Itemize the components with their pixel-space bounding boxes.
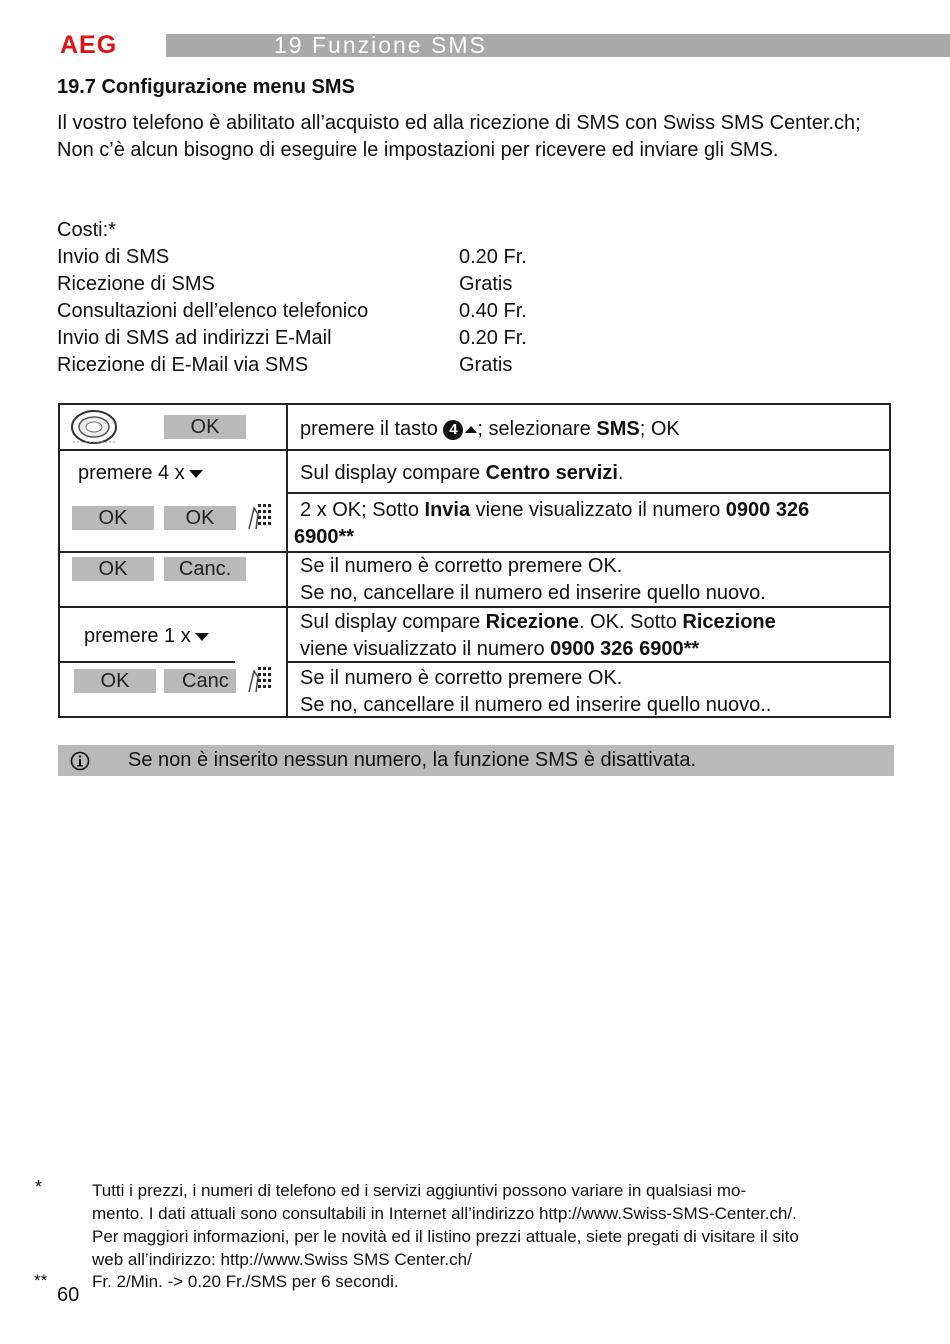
step-bold-text: Invia	[424, 499, 471, 521]
info-icon	[70, 751, 90, 771]
cost-list	[57, 217, 527, 379]
step-4-line-1: Se il numero è corretto premere OK.	[300, 555, 623, 577]
step-6-line-1: Se il numero è corretto premere OK.	[300, 667, 623, 689]
step-2-text	[300, 460, 623, 487]
step-5-line-1	[300, 609, 776, 636]
cost-price: 0.20 Fr.	[459, 327, 527, 349]
step-text: viene visualizzato il numero	[300, 638, 551, 660]
step-bold-text: Ricezione	[682, 611, 776, 633]
footnote-1-line: Per maggiori informazioni, per le novità ed il listino prezzi attuale, siete pregati di visitare il sito	[92, 1227, 799, 1246]
step-text: ; selezionare	[477, 418, 597, 440]
cost-label: Invio di SMS	[57, 246, 170, 268]
cost-row	[57, 271, 513, 298]
step-2-left	[78, 460, 203, 487]
intro-paragraph: Il vostro telefono è abilitato all’acquisto ed alla ricezione di SMS con Swiss SMS Center.ch; Non c’è alcun bisogno di eseguire le impostazioni per ricevere ed inviare gli SMS.	[57, 112, 861, 161]
section-title: 19.7 Configurazione menu SMS	[57, 76, 355, 98]
row-divider	[60, 661, 235, 663]
cost-price: 0.20 Fr.	[459, 246, 527, 268]
info-note-text: Se non è inserito nessun numero, la funzione SMS è disattivata.	[128, 749, 697, 771]
ok-key[interactable]: OK	[72, 557, 154, 581]
cancel-key[interactable]: Canc.	[164, 557, 246, 581]
cost-label: Consultazioni dell’elenco telefonico	[57, 300, 369, 322]
ok-key[interactable]: OK	[74, 669, 156, 693]
down-arrow-icon	[189, 470, 203, 478]
down-arrow-icon	[195, 633, 209, 641]
cost-row	[57, 325, 527, 352]
page-number: 60	[57, 1284, 80, 1306]
up-arrow-icon	[465, 426, 477, 433]
step-text: . OK. Sotto	[579, 611, 683, 633]
brand-logo: AEG	[60, 31, 118, 59]
step-text: 2 x OK; Sotto	[300, 499, 425, 521]
footnote-2-mark: **	[34, 1271, 48, 1290]
step-text: Sul display compare	[300, 611, 486, 633]
step-5-line-2	[300, 636, 699, 663]
step-bold-text: Ricezione	[485, 611, 580, 633]
step-bold-text: Centro servizi	[485, 462, 618, 484]
press-count-text: premere 1 x	[84, 625, 191, 647]
step-text: Sul display compare	[300, 462, 486, 484]
row-divider	[286, 492, 889, 494]
ok-key[interactable]: OK	[164, 506, 236, 530]
key-4-icon: 4	[443, 420, 463, 440]
column-divider	[286, 405, 288, 716]
footnote-1-line: mento. I dati attuali sono consultabili in Internet all’indirizzo http://www.Swiss-SMS-Center.ch/.	[92, 1204, 797, 1223]
navigation-key-icon	[70, 409, 118, 445]
cost-label: Ricezione di E-Mail via SMS	[57, 354, 309, 376]
cost-price: Gratis	[459, 273, 513, 295]
footnote-2-text: Fr. 2/Min. -> 0.20 Fr./SMS per 6 secondi.	[92, 1272, 399, 1291]
row-divider	[60, 449, 889, 451]
cost-price: 0.40 Fr.	[459, 300, 527, 322]
steps-table	[58, 403, 891, 718]
step-1-text	[300, 416, 680, 443]
step-bold-text: 0900 326	[725, 499, 810, 521]
step-6-line-2: Se no, cancellare il numero ed inserire quello nuovo..	[300, 694, 772, 716]
step-bold-text: 6900**	[294, 526, 355, 548]
step-text: viene visualizzato il numero	[470, 499, 726, 521]
step-4-line-2: Se no, cancellare il numero ed inserire quello nuovo.	[300, 582, 766, 604]
cost-price: Gratis	[459, 354, 513, 376]
cancel-key[interactable]: Canc	[164, 669, 236, 693]
step-bold-text: SMS	[596, 418, 640, 440]
press-count-text: premere 4 x	[78, 462, 185, 484]
step-text: .	[617, 462, 624, 484]
step-3-line-1	[300, 497, 809, 524]
step-text: premere il tasto	[300, 418, 444, 440]
cost-row	[57, 352, 513, 379]
step-bold-text: 0900 326 6900**	[550, 638, 700, 660]
step-5-left	[84, 623, 209, 650]
footnote-1-line: web all’indirizzo: http://www.Swiss SMS Center.ch/	[92, 1250, 472, 1269]
keypad-icon	[246, 502, 274, 532]
ok-key[interactable]: OK	[164, 415, 246, 439]
cost-heading: Costi:*	[57, 219, 116, 241]
step-3-line-2	[294, 524, 354, 551]
ok-key[interactable]: OK	[72, 506, 154, 530]
cost-label: Invio di SMS ad indirizzi E-Mail	[57, 327, 332, 349]
chapter-title: 19 Funzione SMS	[274, 32, 487, 58]
step-text: ; OK	[639, 418, 680, 440]
keypad-icon	[246, 665, 274, 695]
cost-row	[57, 244, 527, 271]
cost-row	[57, 298, 527, 325]
footnote-1-line: Tutti i prezzi, i numeri di telefono ed i servizi aggiuntivi possono variare in qualsiasi mo-	[92, 1181, 747, 1200]
cost-label: Ricezione di SMS	[57, 273, 215, 295]
footnote-1-mark: *	[35, 1177, 43, 1197]
